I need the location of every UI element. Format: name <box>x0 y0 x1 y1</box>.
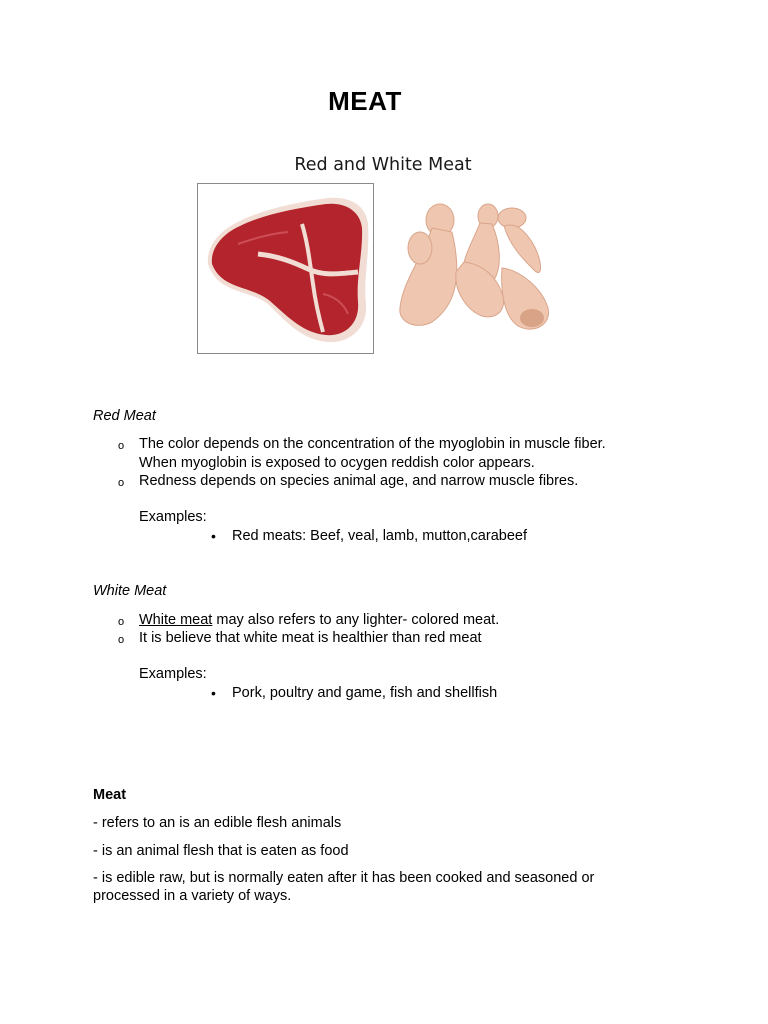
bullet-marker: o <box>118 440 125 452</box>
page-title: MEAT <box>328 86 402 116</box>
red-meat-point-2: Redness depends on species animal age, and narrow muscle fibres. <box>139 473 579 489</box>
red-meat-point-1-line-1: The color depends on the concentration of the myoglobin in muscle fiber. <box>139 436 606 452</box>
meat-definition-line-4: processed in a variety of ways. <box>93 888 292 904</box>
white-meat-link[interactable]: White meat <box>139 612 213 628</box>
meat-definition-line-2: - is an animal flesh that is eaten as food <box>93 843 349 859</box>
red-meat-heading: Red Meat <box>93 408 156 424</box>
bullet-marker: o <box>118 634 125 646</box>
page-subtitle: Red and White Meat <box>294 155 472 175</box>
white-meat-example-1: Pork, poultry and game, fish and shellfish <box>232 685 498 701</box>
red-meat-photo <box>197 183 374 354</box>
meat-definition-heading: Meat <box>93 787 127 803</box>
bullet-marker: o <box>118 616 125 628</box>
bullet-marker: o <box>118 477 125 489</box>
white-meat-point-1 <box>139 611 499 629</box>
white-meat-photo <box>392 198 554 338</box>
bullet-marker: • <box>211 528 216 544</box>
bullet-marker: • <box>211 685 216 701</box>
red-meat-examples-label: Examples: <box>139 509 207 525</box>
red-meat-point-1-line-2: When myoglobin is exposed to ocygen reddish color appears. <box>139 455 535 471</box>
white-meat-point-1-text: may also refers to any lighter- colored meat. <box>212 612 500 628</box>
red-meat-example-1: Red meats: Beef, veal, lamb, mutton,carabeef <box>232 528 527 544</box>
meat-definition-line-1: - refers to an is an edible flesh animals <box>93 815 342 831</box>
white-meat-point-2: It is believe that white meat is healthier than red meat <box>139 630 482 646</box>
red-meat-steak-illustration <box>198 184 373 353</box>
chicken-drumsticks-illustration <box>392 198 554 338</box>
white-meat-examples-label: Examples: <box>139 666 207 682</box>
white-meat-heading: White Meat <box>93 583 167 599</box>
meat-definition-line-3: - is edible raw, but is normally eaten after it has been cooked and seasoned or <box>93 870 595 886</box>
